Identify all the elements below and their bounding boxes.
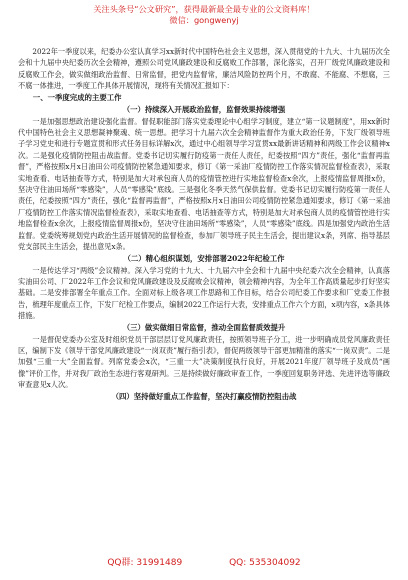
banner-line-2: 微信：gongwenyj [169,15,239,25]
body-paragraph-1: 一是加强思想政治建设强化监督。督促职能部门落实党委理论中心组学习制度，建立“第一议题制度”，用xx新时代中国特色社会主义思想凝神聚魂、统一思想。把学习十九届六次全会精神监督作为重大政治任务，下发厂级领导班子学习党史和进行专题宣贯和形式任务目标详解x次，通过中心组领导学习宣贯xx最新讲话精神和两级工作会议精神x次。二是强化疫情防控阻击战监督。党委书记切实履行防疫第一责任人责任，纪委按照“四方”责任，强化“监督再监督”，严格按照x月x日油田公司疫情防控紧急通知要求，修订《第一采油厂疫情防控工作落实情况监督检查表》，采取实地查看、电话抽查等方式，特别是加大对承包商人员的疫情管控进行实地监督检查x余次，上报疫情监督周报x份，坚决守住油田场所“零感染”，人员“零感染”底线。三是强化冬季天然气保供监督。党委书记切实履行防疫第一责任人责任，纪委按照“四方”责任，强化“监督再监督”，严格按照x月x日油田公司疫情防控紧急通知要求，修订《第一采油厂疫情防控工作落实情况监督检查表》，采取实地查看、电话抽查等方式，特别是加大对承包商人员的疫情管控进行实地监督检查x余次，上报疫情监督周报x份，坚决守住油田场所“零感染”，人员“零感染”底线。四是加强党内政治生活监督。党委统筹规划党内政治生活开展情况的监督检查，参加厂领导班子民主生活会，提出建议x条，列席、指导基层党支部民主生活会，提出意见x条。 [18,116,390,252]
body-paragraph-2: 一是传达学习“两级”会议精神。深入学习党的十九大、十九届六中全会和十九届中央纪委六次全会精神，认真落实油田公司、厂2022年工作会议和党风廉政建设及反腐败会议精神，领会精神内容，为全年工作高质量起步打好坚实基础。二是安排部署全年重点工作。全面对标上级各项工作思路和工作目标，结合公司纪委工作要求和厂党委工作报告，梳理年度重点工作，下发厂纪检工作要点，编制2022工作运行大表，安排重点工作六个方面，x项内容，x条具体措施。 [18,265,390,321]
document-body [18,46,390,554]
body-paragraph-3: 一是督促党委办公室及时组织党员干部层层订党风廉政责任，按照领导班子分工，进一步明确成员党风廉政责任区，编制下发《领导干部党风廉政建设“一岗双责”履行指引表》，督促两级领导干部更加精准的落实“一岗双责”。二是加强“三重一大”全面监督。列席党委会x次，“三重一大”决策制度执行良好，开展2021年度厂领导班子及成员“画像”评价工作，并对我厂政治生态进行客观研判。三是持续做好廉政审查工作，一季度回复职务评选、先进评选等廉政审查意见x人次。 [18,334,390,390]
header-banner [0,4,408,38]
subsection-heading-2: （二）精心组织谋划，安排部署2022年纪检工作 [123,253,285,263]
footer-contact [0,556,408,570]
section-heading: 一、一季度完成的主要工作 [32,92,122,102]
subsection-heading-4: （四）坚持做好重点工作监督，坚决打赢疫情防控阻击战 [111,391,297,401]
subsection-heading-3: （三）做实做细日常监督，推动全面监督质效提升 [122,322,286,332]
intro-paragraph: 2022年一季度以来，纪委办公室认真学习xx新时代中国特色社会主义思想，深入贯彻党的十九大、十九届历次全会和十九届中央纪委历次全会精神，遵照公司党风廉政建设和反腐败工作部署，深化落实，召开厂级党风廉政建设和反腐败工作会，做实做细政治监督、日常监督，把党内监督常，廉洁风险防控两个月，不敢腐、不能腐、不想腐，三不腐一体推进，一季度工作具体开展情况，现将有关情况汇报如下： [18,47,390,91]
subsection-heading-1: （一）持续深入开展政治监督，监督效果持续增强 [122,104,286,114]
footer-qq-group: QQ群: 31991489 [107,558,183,568]
footer-qq: QQ: 535304092 [229,558,301,568]
banner-line-1: 关注头条号“公文研究”，获得最新最全最专业的公文资料库！ [93,4,315,14]
